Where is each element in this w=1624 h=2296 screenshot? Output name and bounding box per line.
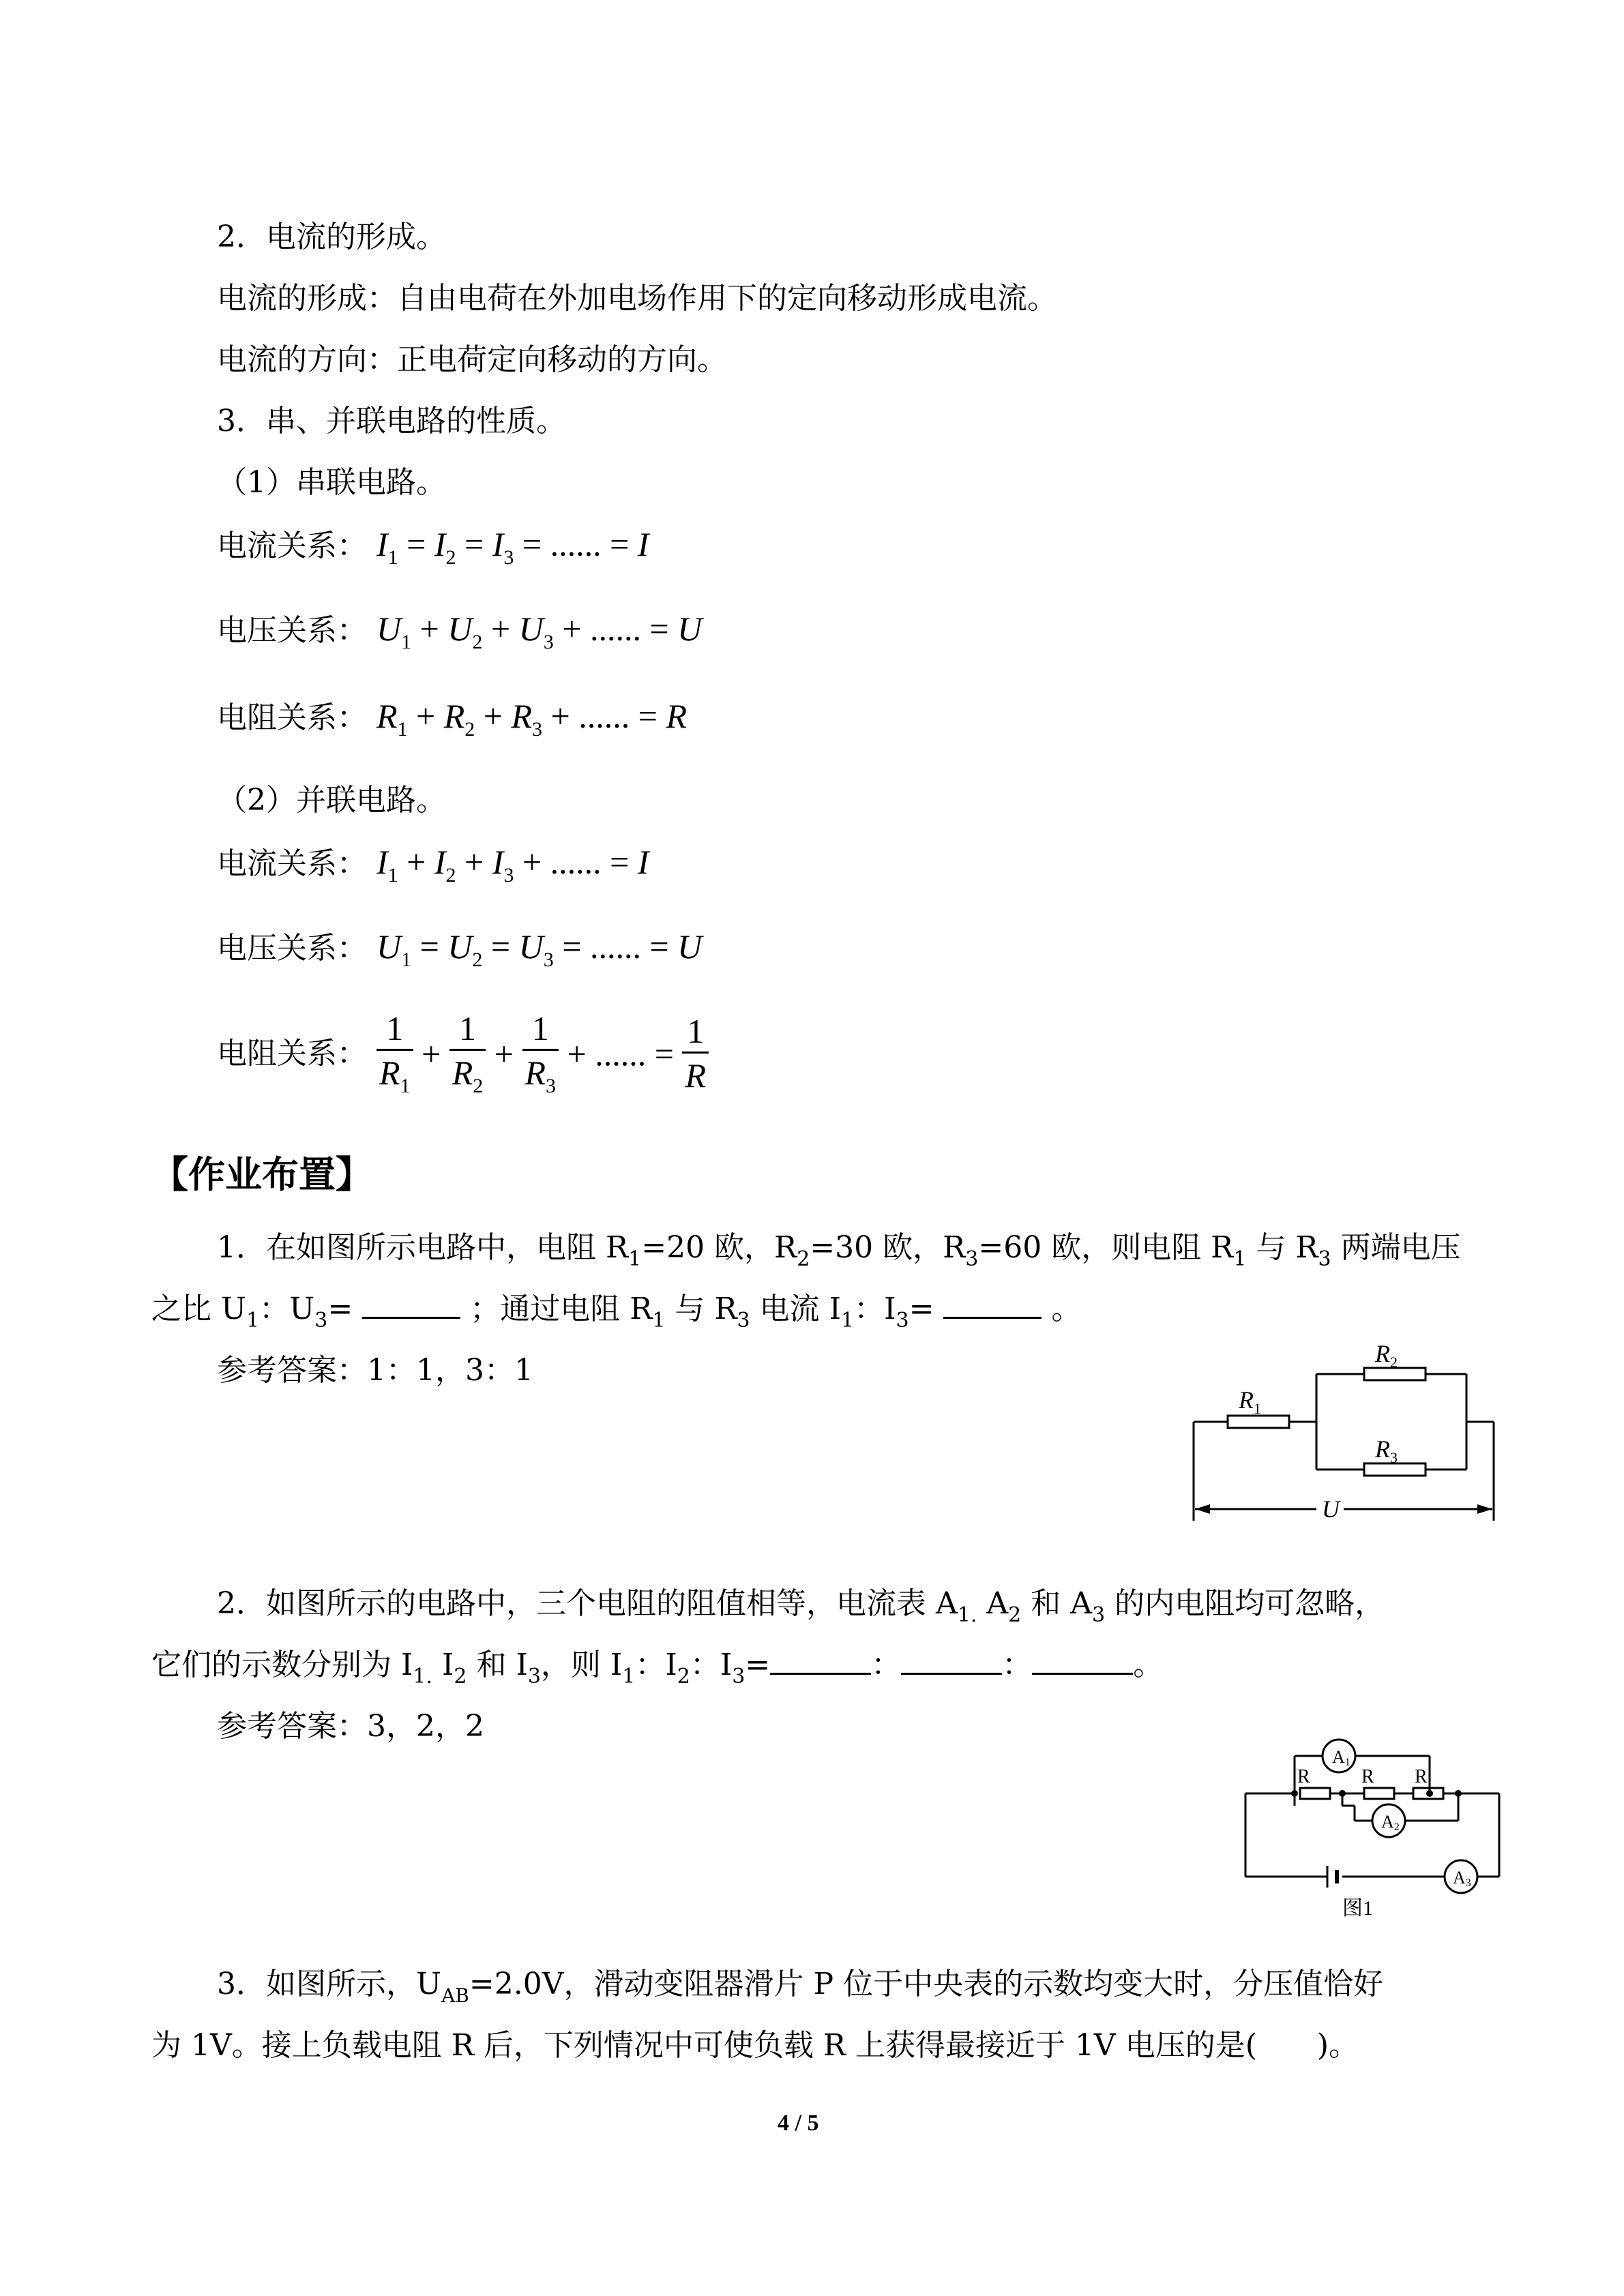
parallel-voltage-formula: $U_1 = U_2 = U_3$ = ...... = U [377,927,703,971]
current-label: 电流关系： [217,528,367,563]
figure-2-caption: 图1 [1342,1897,1373,1920]
label-u: U [1322,1495,1340,1523]
q3-line-1: 3．如图所示，$U_{AB}=2.0V$，滑动变阻器滑片 P 位于中央表的示数均变大时，分压值恰好 [217,1967,1384,2007]
parallel-voltage-row [217,926,702,972]
resistor-r1 [1228,1416,1289,1428]
resistor-2 [1364,1788,1394,1799]
current-formation-text: 电流的形成：自由电荷在外加电场作用下的定向移动形成电流。 [217,281,1057,316]
parallel-resistance-row [217,1008,709,1100]
q2-line-1: 2．如图所示的电路中，三个电阻的阻值相等，电流表 $A_{1.}$ $A_2$ 和 $A_3$ 的内电阻均可忽略， [217,1586,1385,1627]
q2-answer: 参考答案：3，2，2 [217,1709,484,1744]
homework-heading: 【作业布置】 [151,1153,372,1196]
label-r-1: R [1297,1766,1310,1787]
figure-2-circuit [1240,1718,1506,1923]
fraction-1-over-r1: $\frac{1}{R_1}$ [377,1008,413,1100]
q2-blank-1[interactable] [770,1673,871,1675]
q2-blank-2[interactable] [901,1673,1002,1675]
resistance-label: 电阻关系： [217,700,367,735]
label-r2: R [1375,1340,1390,1367]
section-3-heading: 3．串、并联电路的性质。 [217,404,566,438]
q1-current-ratio-blank[interactable] [943,1317,1042,1319]
series-voltage-row [217,608,702,655]
series-resistance-row [217,696,687,742]
q1-voltage-ratio-blank[interactable] [362,1317,460,1319]
q1-line-2: 之比 $U_1$：$U_3=$ ；通过电阻 $R_1$ 与 $R_3$ 电流 $I_1$：$I_3=$ 。 [151,1292,1082,1332]
fraction-1-over-r: $\frac{1}{R}$ [682,1011,709,1097]
svg-text:A2: A2 [1381,1812,1400,1833]
label-r3: R [1375,1435,1390,1463]
series-voltage-formula: $U_1 + U_2 + U_3$ + ...... = U [377,610,703,653]
label-r-3: R [1415,1766,1428,1787]
series-current-row [217,524,649,570]
svg-text:R2: $R_2$ [1375,1340,1398,1371]
svg-text:R3: $R_3$ [1375,1435,1398,1466]
svg-text:R1: $R_1$ [1239,1386,1261,1417]
label-r-2: R [1361,1766,1374,1787]
section-2-heading: 2．电流的形成。 [217,220,446,254]
resistance-label: 电阻关系： [217,1036,367,1071]
voltage-label: 电压关系： [217,613,367,648]
figure-1-circuit [1187,1333,1501,1538]
current-direction-text: 电流的方向：正电荷定向移动的方向。 [217,342,727,377]
current-label: 电流关系： [217,846,367,881]
svg-text:A1: A1 [1332,1747,1350,1768]
parallel-current-formula: $I_1 + I_2 + I_3$ + ...... = I [377,843,649,886]
q1-answer: 参考答案：1：1，3：1 [217,1353,533,1388]
q1-line-1: 1．在如图所示电路中，电阻 $R_1=20$ 欧，$R_2=30$ 欧，$R_3=60$ 欧，则电阻 $R_1$ 与 $R_3$ 两端电压 [217,1230,1461,1271]
label-r1: R [1239,1386,1254,1414]
fraction-1-over-r2: $\frac{1}{R_2}$ [449,1008,486,1100]
parallel-current-row [217,841,649,888]
page-number: 4 / 5 [778,2111,819,2136]
fraction-1-over-r3: $\frac{1}{R_3}$ [522,1008,559,1100]
q2-line-2: 它们的示数分别为 $I_{1.}$ $I_2$ 和 $I_3$，则 $I_1$：$I_2$：$I_3=$ ： ： 。 [151,1648,1164,1688]
q3-line-2: 为 1V。接上负载电阻 R 后，下列情况中可使负载 R 上获得最接近于 1V 电压的是( )。 [151,2028,1359,2063]
parallel-circuit-title: （2）并联电路。 [217,783,446,818]
svg-text:A3: A3 [1453,1868,1471,1889]
q2-blank-3[interactable] [1032,1673,1133,1675]
junction-dots [1291,1790,1462,1797]
parallel-resistance-formula: $\frac{1}{R_1}$ + $\frac{1}{R_2}$ + $\frac{1}{R_3}$ + ...... = $\frac{1}{R}$ [377,1031,709,1069]
voltage-label: 电压关系： [217,931,367,966]
series-current-formula: $I_1 = I_2 = I_3$ = ...... = I [377,525,649,569]
series-resistance-formula: $R_1 + R_2 + R_3$ + ...... = R [377,697,687,741]
series-circuit-title: （1）串联电路。 [217,465,446,500]
resistor-1 [1300,1788,1330,1799]
